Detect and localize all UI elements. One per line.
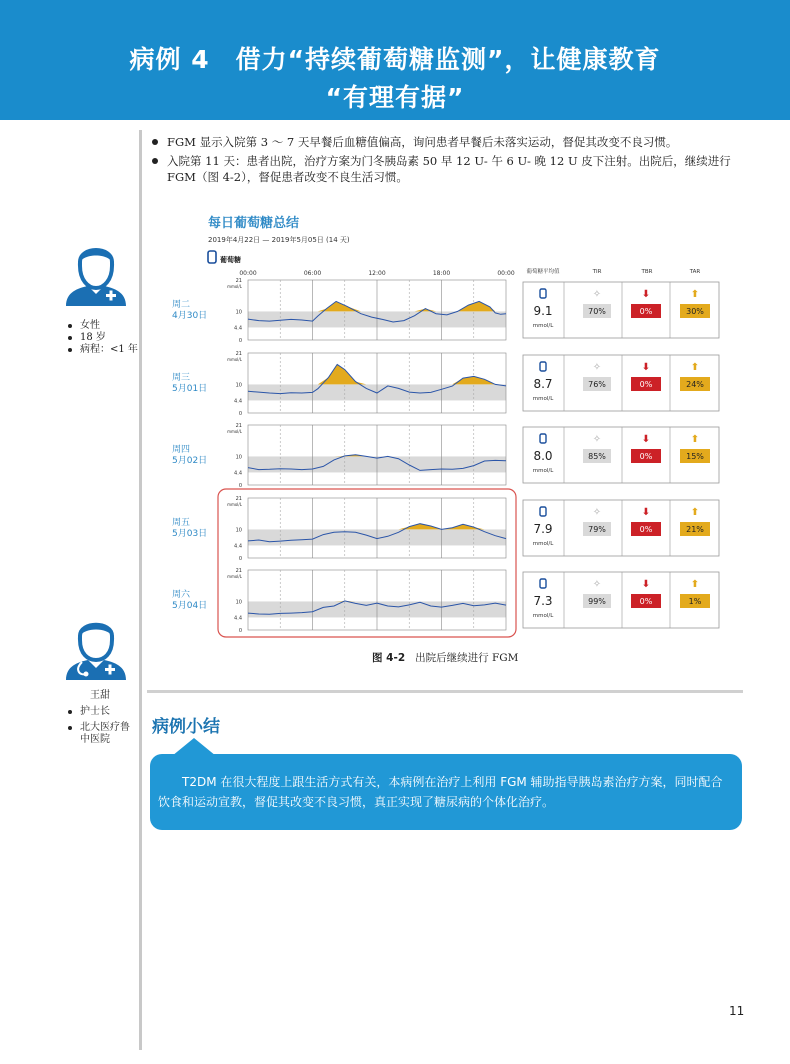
mean-unit-label: mmol/L bbox=[532, 541, 554, 547]
bullet-text: FGM 显示入院第 3 ～ 7 天早餐后血糖值偏高，询问患者早餐后未落实运动，督促其改变不良习惯。 bbox=[167, 135, 678, 149]
section-divider bbox=[147, 690, 743, 693]
day-weekday-label: 周四 bbox=[172, 445, 191, 455]
y-tick-label: 21 bbox=[235, 568, 242, 574]
nurse-avatar-icon bbox=[66, 616, 126, 680]
y-tick-label: 4.4 bbox=[234, 470, 242, 477]
y-tick-label: 10 bbox=[235, 382, 242, 389]
tir-icon: ✧ bbox=[592, 289, 602, 300]
y-tick-label: 0 bbox=[238, 411, 242, 417]
mean-glucose-value: 7.3 bbox=[533, 594, 553, 608]
mean-glucose-value: 8.7 bbox=[533, 377, 553, 391]
stat-header: TBR bbox=[641, 269, 653, 275]
y-tick-label: 4.4 bbox=[234, 543, 242, 550]
tbr-value: 0% bbox=[639, 452, 653, 461]
y-tick-label: 21 bbox=[235, 496, 242, 502]
fgm-daily-summary-figure bbox=[150, 205, 750, 645]
figure-caption-label: 图 4-2 bbox=[372, 652, 406, 664]
bullet-item bbox=[152, 134, 752, 150]
summary-box bbox=[150, 754, 742, 830]
patient-age: 18 岁 bbox=[66, 332, 138, 344]
bullet-dot bbox=[152, 139, 158, 145]
tir-value: 70% bbox=[588, 307, 606, 316]
bullet-text: 入院第 11 天：患者出院，治疗方案为门冬胰岛素 50 早 12 U- 午 6 U- 晚 12 U 皮下注射。出院后，继续进行 FGM（图 4-2），督促患者改变不良生活习惯。 bbox=[167, 154, 731, 184]
tbr-down-arrow-icon: ⬇ bbox=[641, 362, 651, 373]
tir-value: 79% bbox=[588, 525, 606, 534]
patient-info-list bbox=[66, 320, 138, 356]
nurse-info-list bbox=[66, 706, 138, 746]
tbr-down-arrow-icon: ⬇ bbox=[641, 579, 651, 590]
tar-value: 21% bbox=[686, 525, 704, 534]
y-unit-label: mmol/L bbox=[227, 357, 242, 362]
mean-glucose-value: 7.9 bbox=[533, 522, 553, 536]
tbr-value: 0% bbox=[639, 307, 653, 316]
chapter-header bbox=[0, 0, 790, 120]
tar-value: 1% bbox=[688, 597, 702, 606]
y-unit-label: mmol/L bbox=[227, 502, 242, 507]
summary-text: T2DM 在很大程度上跟生活方式有关，本病例在治疗上利用 FGM 辅助指导胰岛素治疗方案，同时配合饮食和运动宣教，督促其改变不良习惯，真正实现了糖尿病的个体化治疗。 bbox=[158, 775, 723, 809]
day-date-label: 5月04日 bbox=[172, 601, 208, 611]
y-tick-label: 0 bbox=[238, 628, 242, 634]
y-tick-label: 21 bbox=[235, 351, 242, 357]
nurse-name: 王甜 bbox=[90, 690, 110, 701]
figure-caption-text: 出院后继续进行 FGM bbox=[415, 652, 519, 664]
y-tick-label: 0 bbox=[238, 556, 242, 562]
bullet-dot bbox=[152, 158, 158, 164]
nurse-title: 护士长 bbox=[66, 706, 138, 718]
patient-duration: 病程：<1 年 bbox=[66, 344, 138, 356]
figure-caption bbox=[372, 650, 518, 665]
section-title: 病例小结 bbox=[152, 717, 220, 737]
tir-value: 76% bbox=[588, 380, 606, 389]
y-tick-label: 4.4 bbox=[234, 398, 242, 405]
patient-avatar-icon bbox=[66, 240, 126, 308]
y-tick-label: 4.4 bbox=[234, 615, 242, 622]
time-tick-label: 12:00 bbox=[368, 270, 386, 277]
tar-up-arrow-icon: ⬆ bbox=[690, 434, 700, 445]
tir-value: 99% bbox=[588, 597, 606, 606]
bullet-item bbox=[152, 153, 752, 185]
time-tick-label: 18:00 bbox=[432, 270, 451, 277]
tar-up-arrow-icon: ⬆ bbox=[690, 289, 700, 300]
y-tick-label: 10 bbox=[235, 309, 242, 316]
header-title-line2: “有理有据” bbox=[325, 83, 465, 112]
stat-header: 葡萄糖平均值 bbox=[526, 269, 560, 275]
fgm-figure-svg bbox=[150, 205, 750, 645]
tar-value: 24% bbox=[686, 380, 704, 389]
tbr-down-arrow-icon: ⬇ bbox=[641, 434, 651, 445]
tbr-value: 0% bbox=[639, 525, 653, 534]
tar-up-arrow-icon: ⬆ bbox=[690, 362, 700, 373]
tbr-value: 0% bbox=[639, 380, 653, 389]
tir-icon: ✧ bbox=[592, 362, 602, 373]
mean-unit-label: mmol/L bbox=[532, 468, 554, 474]
y-tick-label: 21 bbox=[235, 278, 242, 284]
y-tick-label: 10 bbox=[235, 454, 242, 461]
day-weekday-label: 周五 bbox=[172, 518, 191, 528]
stat-header: TIR bbox=[592, 269, 602, 275]
y-tick-label: 10 bbox=[235, 527, 242, 534]
mean-glucose-value: 9.1 bbox=[533, 304, 553, 318]
tar-up-arrow-icon: ⬆ bbox=[690, 579, 700, 590]
time-tick-label: 00:00 bbox=[239, 270, 257, 277]
y-tick-label: 4.4 bbox=[234, 325, 242, 332]
figure-title: 每日葡萄糖总结 bbox=[208, 216, 300, 231]
tbr-down-arrow-icon: ⬇ bbox=[641, 289, 651, 300]
patient-gender: 女性 bbox=[66, 320, 138, 332]
stat-header: TAR bbox=[689, 269, 701, 275]
day-date-label: 5月02日 bbox=[172, 456, 208, 466]
mean-unit-label: mmol/L bbox=[532, 323, 554, 329]
glucose-legend-icon bbox=[208, 251, 216, 263]
y-unit-label: mmol/L bbox=[227, 574, 242, 579]
sidebar-divider bbox=[139, 130, 142, 1050]
tir-icon: ✧ bbox=[592, 579, 602, 590]
nurse-hospital: 北大医疗鲁中医院 bbox=[66, 722, 138, 746]
tar-up-arrow-icon: ⬆ bbox=[690, 507, 700, 518]
tbr-value: 0% bbox=[639, 597, 653, 606]
mean-glucose-value: 8.0 bbox=[533, 449, 553, 463]
tar-value: 30% bbox=[686, 307, 704, 316]
day-date-label: 5月01日 bbox=[172, 384, 208, 394]
header-title-line1: 病例 4 借力“持续葡萄糖监测”，让健康教育 bbox=[129, 45, 661, 74]
y-tick-label: 21 bbox=[235, 423, 242, 429]
tir-icon: ✧ bbox=[592, 434, 602, 445]
page-number: 11 bbox=[729, 1004, 745, 1018]
tir-value: 85% bbox=[588, 452, 606, 461]
figure-date-range: 2019年4月22日 — 2019年5月05日 (14 天) bbox=[208, 236, 350, 244]
y-unit-label: mmol/L bbox=[227, 284, 242, 289]
day-weekday-label: 周二 bbox=[172, 300, 191, 310]
mean-unit-label: mmol/L bbox=[532, 396, 554, 402]
day-weekday-label: 周三 bbox=[172, 373, 191, 383]
day-weekday-label: 周六 bbox=[172, 590, 191, 600]
tbr-down-arrow-icon: ⬇ bbox=[641, 507, 651, 518]
tar-value: 15% bbox=[686, 452, 704, 461]
tir-icon: ✧ bbox=[592, 507, 602, 518]
y-unit-label: mmol/L bbox=[227, 429, 242, 434]
mean-unit-label: mmol/L bbox=[532, 613, 554, 619]
y-tick-label: 0 bbox=[238, 483, 242, 489]
day-date-label: 5月03日 bbox=[172, 529, 208, 539]
time-tick-label: 00:00 bbox=[497, 270, 515, 277]
time-tick-label: 06:00 bbox=[303, 270, 322, 277]
glucose-legend-label: 葡萄糖 bbox=[220, 256, 241, 264]
y-tick-label: 0 bbox=[238, 338, 242, 344]
y-tick-label: 10 bbox=[235, 599, 242, 606]
day-date-label: 4月30日 bbox=[172, 311, 208, 321]
